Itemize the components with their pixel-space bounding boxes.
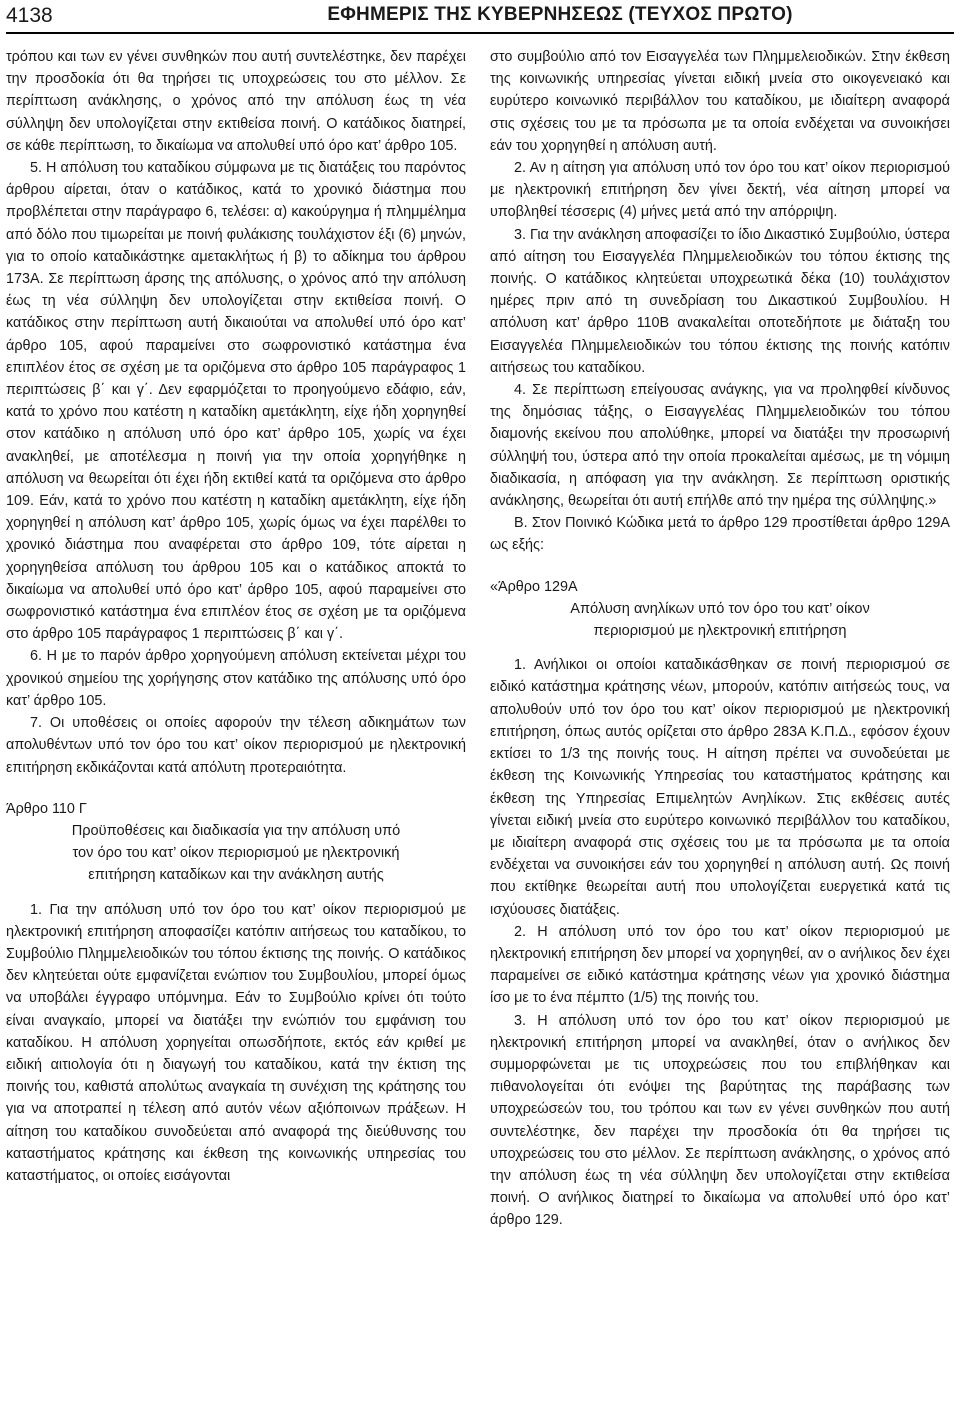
header-rule <box>6 32 954 34</box>
article-110c-paragraph-1: 1. Για την απόλυση υπό τον όρο του κατ’ οίκον περιορισμού με ηλεκτρονική επιτήρηση αποφασίζει κατόπιν αιτήσεως του καταδίκου, το Συμβούλιο Πλημμελειοδικών του τόπου έκτισης της ποινής. Ο κατάδικος δεν κλητεύεται ούτε εμφανίζεται ενώπιον του Συμβουλίου, μπορεί όμως να υποβάλει έγγραφο υπόμνημα. Εάν το Συμβούλιο κρίνει ότι τούτο είναι αναγκαίο, μπορεί να διατάξει την ενώπιόν του εμφάνιση του καταδίκου. Η απόλυση χορηγείται οπωσδήποτε, εκτός εάν κριθεί με ειδική αιτιολογία ότι η διαγωγή του καταδίκου, κατά την έκτιση της ποινής του, καθιστά απολύτως αναγκαία τη συνέχιση της κράτησης του για να αποτραπεί η τέλεση από αυτόν νέων αξιόποινων πράξεων. Η αίτηση του καταδίκου συνοδεύεται από αναφορά της διεύθυνσης του καταστήματος κράτησης και έκθεση της κοινωνικής υπηρεσίας του καταστήματος, οι οποίες εισάγονται <box>6 901 466 1184</box>
page-number: 4138 <box>6 4 53 27</box>
article-129a-paragraph-3: 3. Η απόλυση υπό τον όρο του κατ’ οίκον περιορισμού με ηλεκτρονική επιτήρηση μπορεί να ανακληθεί, όταν ο ανήλικος δεν συμμορφώνεται με τις υποχρεώσεις που του επιβλήθηκαν και πιθανολογείται ότι ενόψει της βαρύτητας της παράβασης των υποχρεώσεών του, του τρόπου και των εν γένει συνθηκών που αυτή συντελέστηκε, δεν παρέχει την προσδοκία ότι θα τηρήσει τις υποχρεώσεις του στο μέλλον. Σε περίπτωση ανάκλησης, ο χρόνος από την απόλυση έως τη νέα σύλληψη δεν υπολογίζεται στην εκτιθείσα ποινή. Ο ανήλικος διατηρεί το δικαίωμα να απολυθεί υπό όρο κατ’ άρθρο 129. <box>490 1012 950 1229</box>
spacer <box>490 642 950 654</box>
spacer <box>490 557 950 576</box>
publication-title: ΕΦΗΜΕΡΙΣ ΤΗΣ ΚΥΒΕΡΝΗΣΕΩΣ (ΤΕΥΧΟΣ ΠΡΩΤΟ) <box>327 4 793 25</box>
article-110c-title-line-3: επιτήρηση καταδίκων και την ανάκληση αυτής <box>88 867 384 884</box>
left-column <box>6 46 466 1187</box>
article-110c-heading: Άρθρο 110 Γ <box>6 800 87 817</box>
article-129a-paragraph-2: 2. Η απόλυση υπό τον όρο του κατ’ οίκον περιορισμού με ηλεκτρονική επιτήρηση δεν μπορεί να χορηγηθεί, αν ο ανήλικος δεν έχει παραμείνει σε ειδικό κατάστημα κράτησης νέων για χρονικό διάστημα ίσο με το ένα πέμπτο (1/5) της ποινής του. <box>490 923 950 1007</box>
paragraph-continuation: στο συμβούλιο από τον Εισαγγελέα των Πλημμελειοδικών. Στην έκθεση της κοινωνικής υπηρεσίας γίνεται ειδική μνεία στο οικογενειακό και ευρύτερο κοινωνικό περιβάλλον του καταδίκου, με ιδιαίτερη αναφορά στις σχέσεις του με τα πρόσωπα με τα οποία ενδέχεται να συνοικήσει εάν του χορηγηθεί η απόλυση αυτή. <box>490 49 950 154</box>
article-129a-title-line-2: περιορισμού με ηλεκτρονική επιτήρηση <box>593 623 847 640</box>
paragraph-3: 3. Για την ανάκληση αποφασίζει το ίδιο Δικαστικό Συμβούλιο, ύστερα από αίτηση του Εισαγγελέα Πλημμελειοδικών του τόπου έκτισης της ποινής. Ο κατάδικος κλητεύεται υποχρεωτικά δέκα (10) τουλάχιστον ημέρες πριν από τη συνεδρίαση του Δικαστικού Συμβουλίου. Η απόλυση κατ’ άρθρο 110Β ανακαλείται οποτεδήποτε με διάταξη του Εισαγγελέα Πλημμελειοδικών του τόπου έκτισης της ποινής κατόπιν αιτήσεως του καταδίκου. <box>490 226 950 376</box>
spacer <box>6 887 466 899</box>
article-129a-heading: «Άρθρο 129Α <box>490 578 578 595</box>
paragraph-4: 4. Σε περίπτωση επείγουσας ανάγκης, για να προληφθεί κίνδυνος της δημόσιας τάξης, ο Εισαγγελέας Πλημμελειοδικών του τόπου διαμονής εκείνου που απολύθηκε, μπορεί να διατάξει την προσωρινή σύλληψή του, ύστερα από την οποία προκαλείται αμέσως, με τη νόμιμη διαδικασία, η απόφαση για την ανάκληση. Σε περίπτωση οριστικής ανάκλησης, θεωρείται ότι αυτή επήλθε από την ημέρα της σύλληψης.» <box>490 382 950 510</box>
paragraph-b: Β. Στον Ποινικό Κώδικα μετά το άρθρο 129 προστίθεται άρθρο 129Α ως εξής: <box>490 515 950 554</box>
paragraph-7: 7. Οι υποθέσεις οι οποίες αφορούν την τέλεση αδικημάτων των απολυθέντων υπό τον όρο του κατ’ οίκον περιορισμού με ηλεκτρονική επιτήρηση εκδικάζονται κατά απόλυτη προτεραιότητα. <box>6 715 466 776</box>
article-110c-title-line-2: τον όρο του κατ’ οίκον περιορισμού με ηλεκτρονική <box>72 845 400 862</box>
paragraph-5: 5. Η απόλυση του καταδίκου σύμφωνα με τις διατάξεις του παρόντος άρθρου αίρεται, όταν ο κατάδικος, κατά το χρονικό διάστημα που προβλέπεται στην παράγραφο 6, τελέσει: α) κακούργημα ή πλημμέλημα από δόλο που τιμωρείται με ποινή φυλάκισης τουλάχιστον έξι (6) μηνών, για το οποίο καταδικάστηκε αμετακλήτως ή β) το αδίκημα του άρθρου 173Α. Σε περίπτωση άρσης της απόλυσης, ο χρόνος από την απόλυση έως τη νέα σύλληψη δεν υπολογίζεται στην εκτιθείσα ποινή. Ο κατάδικος στην περίπτωση αυτή δικαιούται να απολυθεί υπό όρο κατ’ άρθρο 105, αφού παραμείνει στο σωφρονιστικό κατάστημα ένα επιπλέον έτος σε σχέση με τα οριζόμενα στο άρθρο 105 παράγραφος 1 περιπτώσεις β΄ και γ΄. Δεν εφαρμόζεται το προηγούμενο εδάφιο, εάν, κατά το χρόνο που κατέστη η καταδίκη αμετάκλητη, είχε ήδη χορηγηθεί στον κατάδικο η απόλυση υπό όρο κατ’ άρθρο 105, χωρίς να έχει ανακληθεί, με αποτέλεσμα η ποινή για την οποία χορηγήθηκε η απόλυση να θεωρείται ότι έχει ήδη εκτιθεί κατά τα οριζόμενα στο άρθρο 109. Εάν, κατά το χρόνο που κατέστη η καταδίκη αμετάκλητη, είχε ήδη χορηγηθεί η απόλυση κατ’ άρθρο 105, χωρίς όμως να έχει παρέλθει το χρονικό διάστημα που αναφέρεται στο άρθρο 109, τότε αίρεται η χορηγηθείσα απόλυση του άρθρου 105 και ο κατάδικος αποκτά το δικαίωμα να απολυθεί υπό όρο κατ’ άρθρο 105, αφού παραμείνει στο σωφρονιστικό κατάστημα ένα επιπλέον έτος σε σχέση με τα οριζόμενα στο άρθρο 105 παράγραφος 1 περιπτώσεις β΄ και γ΄. <box>6 160 466 643</box>
page-header <box>0 0 960 30</box>
right-column <box>490 46 950 1232</box>
article-110c-title-line-1: Προϋποθέσεις και διαδικασία για την απόλυση υπό <box>71 822 401 839</box>
article-129a-title-line-1: Απόλυση ανηλίκων υπό τον όρο του κατ’ οίκον <box>570 600 870 617</box>
paragraph-continuation: τρόπου και των εν γένει συνθηκών που αυτή συντελέστηκε, δεν παρέχει την προσδοκία ότι θα τηρήσει τις υποχρεώσεις του στο μέλλον. Σε περίπτωση ανάκλησης, ο χρόνος από την απόλυση έως τη νέα σύλληψη δεν υπολογίζεται στην εκτιθείσα ποινή. Ο κατάδικος διατηρεί, σε κάθε περίπτωση, το δικαίωμα να απολυθεί υπό όρο κατ’ άρθρο 105. <box>6 49 466 154</box>
paragraph-2: 2. Αν η αίτηση για απόλυση υπό τον όρο του κατ’ οίκον περιορισμού με ηλεκτρονική επιτήρηση δεν γίνει δεκτή, νέα αίτηση μπορεί να υποβληθεί τέσσερις (4) μήνες μετά από την απόρριψη. <box>490 160 950 221</box>
article-129a-paragraph-1: 1. Ανήλικοι οι οποίοι καταδικάσθηκαν σε ποινή περιορισμού σε ειδικό κατάστημα κράτησης νέων, μπορούν, κατόπιν αιτήσεώς τους, να απολυθούν υπό τον όρο του κατ’ οίκον περιορισμού με ηλεκτρονική επιτήρηση, όπως αυτός ορίζεται στο άρθρο 283Α Κ.Π.Δ., εφόσον έχουν εκτίσει το 1/3 της ποινής τους. Η αίτηση πρέπει να συνοδεύεται με έκθεση της Κοινωνικής Υπηρεσίας του καταστήματος κράτησης και έκθεση της Υπηρεσίας Επιμελητών Ανηλίκων. Στις εκθέσεις αυτές γίνεται ειδική μνεία στο ευρύτερο κοινωνικό περιβάλλον του καταδίκου, με ιδιαίτερη αναφορά στις σχέσεις του με τα πρόσωπα με τα οποία ενδέχεται να συνοικήσει εάν του χορηγηθεί η απόλυση αυτή. Ως ποινή που εκτίθηκε θεωρείται αυτή που υπολογίζεται ευεργετικά κατά τις ισχύουσες διατάξεις. <box>490 657 950 918</box>
paragraph-6: 6. Η με το παρόν άρθρο χορηγούμενη απόλυση εκτείνεται μέχρι του χρονικού σημείου της χορήγησης στον κατάδικο της απόλυσης υπό όρο κατ’ άρθρο 105. <box>6 648 466 709</box>
spacer <box>6 779 466 798</box>
